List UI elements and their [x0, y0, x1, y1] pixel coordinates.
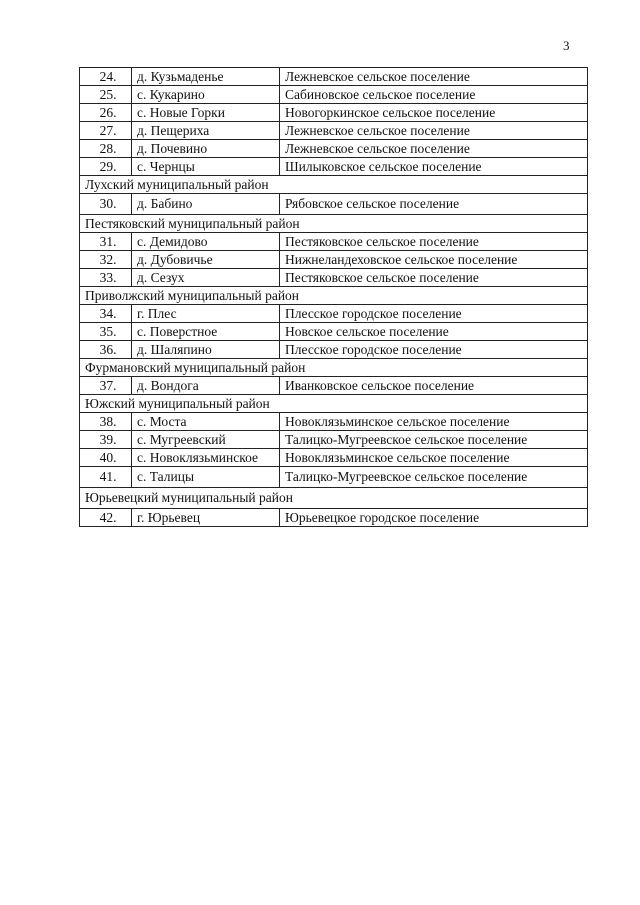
- settlement-name: Нижнеландеховское сельское поселение: [280, 251, 588, 269]
- settlement-name: Лежневское сельское поселение: [280, 122, 588, 140]
- locality-name: г. Юрьевец: [132, 509, 280, 527]
- row-number: 32.: [80, 251, 132, 269]
- row-number: 33.: [80, 269, 132, 287]
- settlement-name: Шилыковское сельское поселение: [280, 158, 588, 176]
- locality-name: с. Кукарино: [132, 86, 280, 104]
- table-row: [80, 86, 588, 104]
- locality-name: с. Новоклязьминское: [132, 449, 280, 467]
- row-number: 26.: [80, 104, 132, 122]
- locality-name: д. Пещериха: [132, 122, 280, 140]
- locality-name: д. Шаляпино: [132, 341, 280, 359]
- row-number: 40.: [80, 449, 132, 467]
- table-row: [80, 341, 588, 359]
- row-number: 25.: [80, 86, 132, 104]
- table-row: [80, 233, 588, 251]
- locality-name: д. Вондога: [132, 377, 280, 395]
- locality-name: с. Новые Горки: [132, 104, 280, 122]
- district-name: Фурмановский муниципальный район: [80, 359, 588, 377]
- district-header-row: [80, 488, 588, 509]
- locality-name: д. Почевино: [132, 140, 280, 158]
- locality-name: с. Поверстное: [132, 323, 280, 341]
- district-name: Пестяковский муниципальный район: [80, 215, 588, 233]
- locality-name: д. Кузьмаденье: [132, 68, 280, 86]
- table-row: [80, 509, 588, 527]
- row-number: 30.: [80, 194, 132, 215]
- page-number: 3: [563, 38, 570, 53]
- district-header-row: [80, 395, 588, 413]
- table-row: [80, 68, 588, 86]
- locality-name: с. Демидово: [132, 233, 280, 251]
- row-number: 42.: [80, 509, 132, 527]
- district-name: Лухский муниципальный район: [80, 176, 588, 194]
- locality-name: с. Талицы: [132, 467, 280, 488]
- row-number: 35.: [80, 323, 132, 341]
- settlement-name: Лежневское сельское поселение: [280, 140, 588, 158]
- row-number: 37.: [80, 377, 132, 395]
- locality-name: с. Мугреевский: [132, 431, 280, 449]
- settlement-name: Рябовское сельское поселение: [280, 194, 588, 215]
- table-row: [80, 377, 588, 395]
- settlement-name: Новоклязьминское сельское поселение: [280, 413, 588, 431]
- table-row: [80, 158, 588, 176]
- locality-name: д. Бабино: [132, 194, 280, 215]
- settlement-name: Иванковское сельское поселение: [280, 377, 588, 395]
- settlement-name: Талицко-Мугреевское сельское поселение: [280, 431, 588, 449]
- table-row: [80, 449, 588, 467]
- row-number: 41.: [80, 467, 132, 488]
- district-name: Южский муниципальный район: [80, 395, 588, 413]
- row-number: 27.: [80, 122, 132, 140]
- locality-name: д. Сезух: [132, 269, 280, 287]
- settlement-name: Плесское городское поселение: [280, 341, 588, 359]
- table-row: [80, 431, 588, 449]
- row-number: 31.: [80, 233, 132, 251]
- row-number: 29.: [80, 158, 132, 176]
- row-number: 39.: [80, 431, 132, 449]
- settlement-name: Пестяковское сельское поселение: [280, 269, 588, 287]
- settlement-name: Пестяковское сельское поселение: [280, 233, 588, 251]
- table-row: [80, 467, 588, 488]
- row-number: 36.: [80, 341, 132, 359]
- row-number: 24.: [80, 68, 132, 86]
- settlement-name: Сабиновское сельское поселение: [280, 86, 588, 104]
- settlement-name: Плесское городское поселение: [280, 305, 588, 323]
- district-header-row: [80, 215, 588, 233]
- settlement-name: Лежневское сельское поселение: [280, 68, 588, 86]
- settlement-name: Новское сельское поселение: [280, 323, 588, 341]
- district-name: Юрьевецкий муниципальный район: [80, 488, 588, 509]
- table-row: [80, 104, 588, 122]
- district-header-row: [80, 176, 588, 194]
- table-row: [80, 251, 588, 269]
- table-row: [80, 140, 588, 158]
- table-row: [80, 323, 588, 341]
- table-row: [80, 413, 588, 431]
- settlement-name: Новоклязьминское сельское поселение: [280, 449, 588, 467]
- locality-name: с. Чернцы: [132, 158, 280, 176]
- locality-name: с. Моста: [132, 413, 280, 431]
- table-row: [80, 194, 588, 215]
- locality-name: г. Плес: [132, 305, 280, 323]
- row-number: 38.: [80, 413, 132, 431]
- settlement-name: Новогоркинское сельское поселение: [280, 104, 588, 122]
- settlement-name: Юрьевецкое городское поселение: [280, 509, 588, 527]
- district-header-row: [80, 359, 588, 377]
- locality-name: д. Дубовичье: [132, 251, 280, 269]
- table-row: [80, 122, 588, 140]
- row-number: 28.: [80, 140, 132, 158]
- table-row: [80, 269, 588, 287]
- district-name: Приволжский муниципальный район: [80, 287, 588, 305]
- settlement-name: Талицко-Мугреевское сельское поселение: [280, 467, 588, 488]
- table-body: [80, 68, 588, 527]
- district-header-row: [80, 287, 588, 305]
- settlements-table: [79, 67, 588, 527]
- table-row: [80, 305, 588, 323]
- row-number: 34.: [80, 305, 132, 323]
